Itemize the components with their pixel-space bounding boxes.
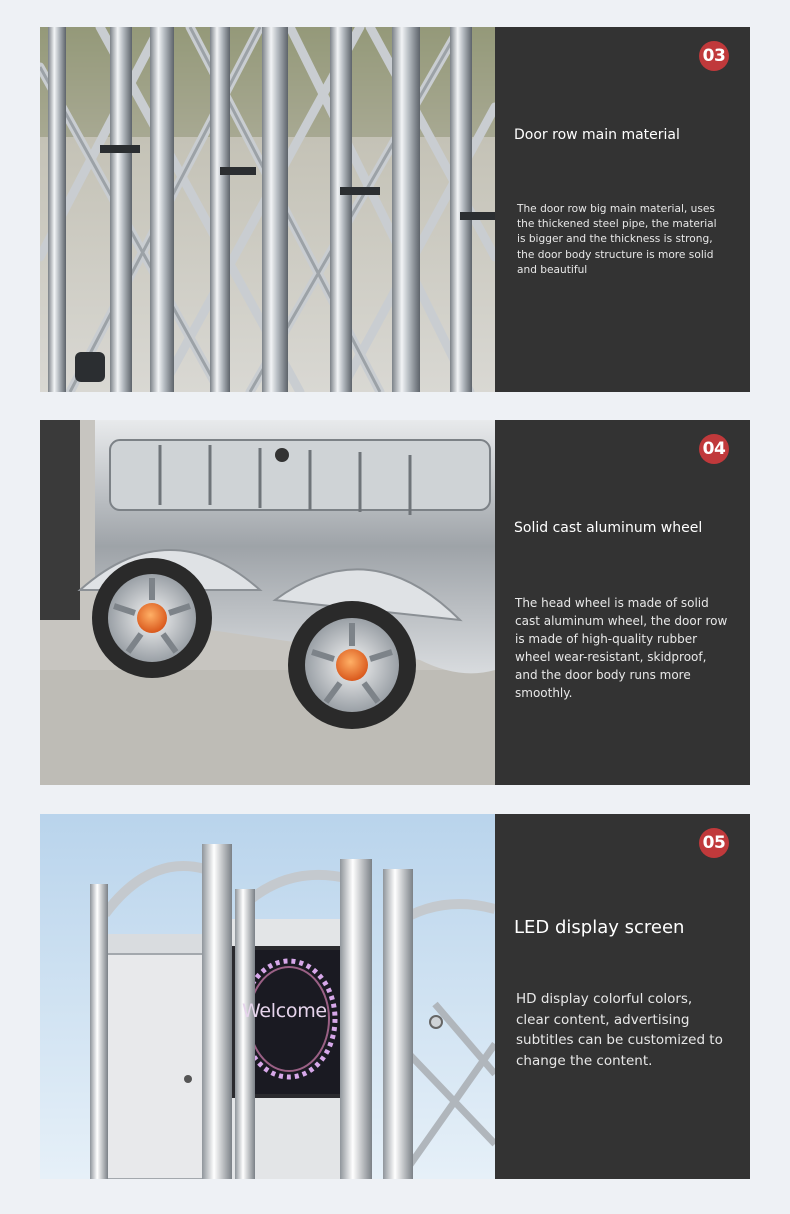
feature-title: Solid cast aluminum wheel [514, 520, 703, 536]
feature-panel [495, 420, 750, 785]
feature-panel [495, 814, 750, 1179]
led-screen-text: Welcome [242, 1000, 327, 1022]
feature-card-led [40, 814, 750, 1179]
feature-description: HD display colorful colors, clear content, advertising subtitles can be customized to change the content. [516, 991, 723, 1069]
feature-title: LED display screen [514, 917, 685, 938]
section-number-badge: 05 [699, 828, 729, 858]
feature-card-wheel [40, 420, 750, 785]
wheel-photo [40, 420, 495, 785]
gate-material-photo [40, 27, 495, 392]
led-display-photo [40, 814, 495, 1179]
feature-panel [495, 27, 750, 392]
feature-description: The door row big main material, uses the thickened steel pipe, the material is bigger and the thickness is strong, the door body structure is more solid and beautiful [517, 203, 717, 276]
feature-title: Door row main material [514, 127, 680, 143]
feature-description: The head wheel is made of solid cast aluminum wheel, the door row is made of high-quality rubber wheel wear-resistant, skidproof, and the door body runs more smoothly. [515, 596, 728, 700]
feature-card-material [40, 27, 750, 392]
section-number-badge: 04 [699, 434, 729, 464]
section-number-badge: 03 [699, 41, 729, 71]
